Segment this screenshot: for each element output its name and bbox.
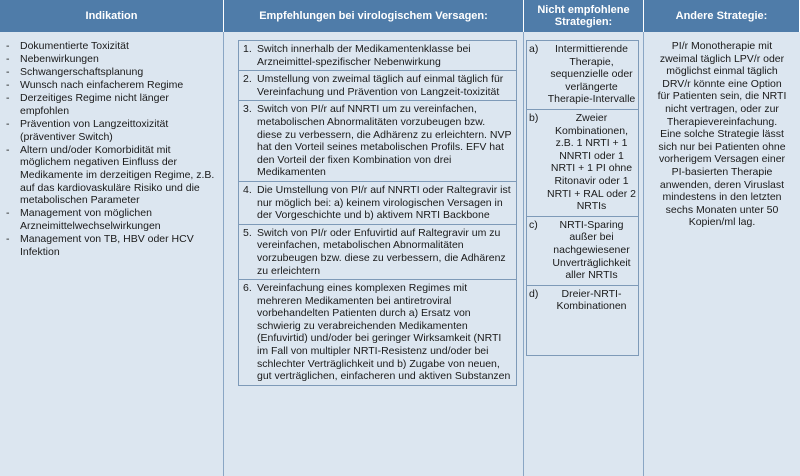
indikation-text: Management von TB, HBV oder HCV Infektion: [20, 232, 194, 258]
indikation-text: Schwangerschaftsplanung: [20, 66, 144, 79]
empfehlung-number: 1.: [243, 43, 252, 55]
header-indikation: Indikation: [0, 0, 224, 32]
nicht-empfohlen-list: [524, 40, 643, 356]
nicht-empfohlen-item: [526, 109, 639, 216]
empfehlung-item: [238, 70, 517, 100]
empfehlung-text: Switch innerhalb der Medikamentenklasse bei Arzneimittel-spezifischer Nebenwirkung: [257, 43, 471, 68]
indikation-text: Management von möglichen Arzneimittelwechselwirkungen: [20, 207, 161, 232]
empfehlungen-list: [224, 40, 523, 386]
indikation-item: [6, 53, 219, 66]
nicht-empfohlen-item: [526, 285, 639, 356]
empfehlung-item: [238, 279, 517, 386]
empfehlung-text: Switch von PI/r oder Enfuvirtid auf Raltegravir um zu vereinfachen, metabolischen Abnormalitäten vorzubeugen bzw. diese zu verbessern, die Adhärenz zu erleichtern: [257, 226, 506, 277]
empfehlung-item: [238, 181, 517, 224]
bullet-dash: -: [6, 118, 10, 131]
bullet-dash: -: [6, 143, 10, 156]
column-empfehlungen: [224, 32, 524, 476]
empfehlung-number: 5.: [243, 226, 252, 239]
indikation-item: [6, 40, 219, 53]
bullet-dash: -: [6, 207, 10, 220]
indikation-item: [6, 233, 219, 258]
indikation-item: [6, 92, 219, 117]
andere-strategie-text: PI/r Monotherapie mit zweimal täglich LPV/r oder möglichst einmal täglich DRV/r könnte eine Option für Patienten sein, die NRTI nicht vertragen, oder zur Therapievereinfachung. Eine solche Strategie lässt sich nur bei Patienten ohne vorherigem Versagen einer PI-basierten Therapie anwenden, deren Viruslast mindestens in den letzten sechs Monaten unter 50 Kopien/ml lag.: [657, 40, 787, 229]
nicht-empfohlen-text: NRTI-Sparing außer bei nachgewiesener Unverträglichkeit aller NRTIs: [552, 218, 631, 282]
bullet-dash: -: [6, 232, 10, 245]
indikation-text: Wunsch nach einfacherem Regime: [20, 79, 184, 92]
empfehlung-text: Vereinfachung eines komplexen Regimes mit mehreren Medikamenten bei antiretroviral vorbehandelten Patienten durch a) Ersatz von schwierig zu verabreichenden Medikamenten (Enfuvirtid) und/oder bei geringer Wirksamkeit (NRTI im Fall von multipler NRTI-Resistenz und/oder bei schlechter Verträglichkeit und b) Zugabe von neuen, gut verträglichen, einfacheren und aktiven Substanzen: [257, 282, 511, 383]
empfehlung-item: [238, 40, 517, 70]
bullet-dash: -: [6, 53, 10, 66]
empfehlung-number: 3.: [243, 103, 252, 116]
nicht-empfohlen-item: [526, 216, 639, 285]
bullet-dash: -: [6, 79, 10, 92]
indikation-list: [0, 40, 223, 258]
nicht-empfohlen-item: [526, 40, 639, 109]
indikation-item: [6, 207, 219, 232]
empfehlung-text: Switch von PI/r auf NNRTI um zu vereinfachen, metabolischen Abnormalitäten vorzubeugen bzw. diese zu verbessern, die Adhärenz zu erleichtern. NVP hat den Vorteil seines metabolischen Profils. EFV hat den Vorteil der fixen Kombination von drei Medikamenten: [257, 103, 512, 179]
empfehlung-text: Umstellung von zweimal täglich auf einmal täglich für Vereinfachung und Prävention von Langzeit-toxizität: [257, 73, 504, 98]
indikation-text: Nebenwirkungen: [20, 53, 99, 66]
header-andere-strategie: Andere Strategie:: [644, 0, 800, 32]
column-indikation: [0, 32, 224, 476]
indikation-item: [6, 144, 219, 207]
empfehlung-item: [238, 224, 517, 279]
bullet-dash: -: [6, 92, 10, 105]
indikation-item: [6, 66, 219, 79]
bullet-dash: -: [6, 66, 10, 79]
nicht-empfohlen-text: Zweier Kombinationen, z.B. 1 NRTI + 1 NNRTI oder 1 NRTI + 1 PI ohne Ritonavir oder 1 NRTI + RAL oder 2 NRTIs: [547, 111, 636, 213]
empfehlung-number: 4.: [243, 183, 252, 196]
indikation-text: Derzeitiges Regime nicht länger empfohlen: [20, 92, 169, 117]
empfehlung-number: 6.: [243, 282, 252, 295]
header-empfehlungen: Empfehlungen bei virologischem Versagen:: [224, 0, 524, 32]
indikation-text: Prävention von Langzeittoxizität (präventiver Switch): [20, 118, 169, 143]
nicht-empfohlen-letter: a): [529, 43, 539, 55]
indikation-text: Altern und/oder Komorbidität mit möglichem negativen Einfluss der Medikamente im derzeitigen Regime, z.B. auf das kardiovaskuläre Risiko und die metabolischen Parameter: [20, 143, 215, 207]
empfehlung-text: Die Umstellung von PI/r auf NNRTI oder Raltegravir ist nur möglich bei: a) keinem virologischen Versagen in der Vorgeschichte und b) aktivem NRTI Backbone: [257, 183, 511, 222]
nicht-empfohlen-text: Dreier-NRTI-Kombinationen: [556, 287, 627, 313]
header-nicht-empfohlen: Nicht empfohlene Strategien:: [524, 0, 644, 32]
bullet-dash: -: [6, 40, 10, 52]
empfehlung-number: 2.: [243, 73, 252, 86]
indikation-item: [6, 79, 219, 92]
column-nicht-empfohlen: [524, 32, 644, 476]
nicht-empfohlen-letter: d): [529, 287, 539, 300]
indikation-text: Dokumentierte Toxizität: [20, 40, 129, 52]
nicht-empfohlen-text: Intermittierende Therapie, sequenzielle oder verlängerte Therapie-Intervalle: [547, 43, 636, 106]
column-andere-strategie: [644, 32, 800, 476]
nicht-empfohlen-letter: c): [529, 218, 538, 231]
empfehlung-item: [238, 100, 517, 181]
nicht-empfohlen-letter: b): [529, 111, 539, 124]
indikation-item: [6, 118, 219, 143]
